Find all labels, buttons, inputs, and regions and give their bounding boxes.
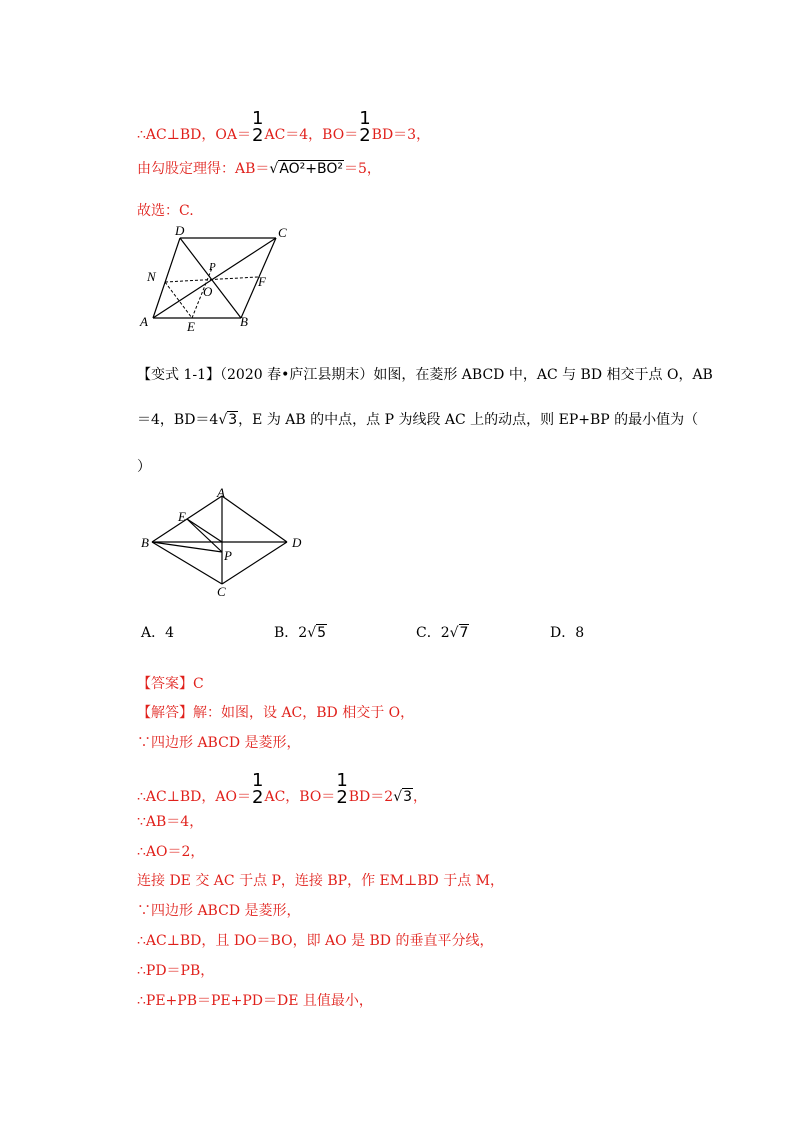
variant-q2-b: ，E 为 AB 的中点，点 P 为线段 AC 上的动点，则 EP+BP 的最小值为（ [238,412,699,428]
sqrt-expression: √AO²+BO² [269,161,344,177]
fig1-label-c: C [278,225,287,240]
solution-line-7: ∵四边形 ABCD 是菱形， [137,903,301,919]
top-line-2 [137,160,381,178]
variant-line-3: ） [137,459,151,475]
top-line-1 [137,108,431,152]
fig2-label-p: P [224,548,232,563]
solution-line-10: ∴PE+PB＝PE+PD＝DE 且值最小， [137,993,373,1009]
variant-line-2 [137,411,698,429]
s3-pre: ∴AC⊥BD，AO＝ [137,789,251,805]
fig2-label-a: A [217,486,225,500]
solution-line-4: ∵AB＝4， [137,814,204,830]
l1-pre: ∴AC⊥BD，OA＝ [137,127,251,143]
fig1-label-e: E [187,319,195,332]
fraction-half: 1 2 [252,770,264,808]
solution-line-9: ∴PD＝PB， [137,963,215,979]
s3-end: ， [413,789,428,805]
fig1-label-d: D [175,223,185,238]
fraction-half: 1 2 [252,108,264,146]
answer-value: C [193,676,204,692]
solution-tag: 【解答】 [137,705,193,721]
solution-line-2: ∵四边形 ABCD 是菱形， [137,735,301,751]
variant-q2-a: ＝4，BD＝4 [137,412,219,428]
fig2-label-c: C [217,584,226,599]
fig1-label-a: A [140,314,148,329]
l2-pre: 由勾股定理得：AB＝ [137,161,270,177]
solution-line-3 [137,770,428,814]
solution-line-8: ∴AC⊥BD，且 DO＝BO，即 AO 是 BD 的垂直平分线， [137,933,494,949]
fig2-label-e: E [178,509,186,524]
s3-mid: AC，BO＝ [264,789,336,805]
option-b[interactable]: B．2√5 [274,625,327,641]
s3-post: BD＝2 [348,789,394,805]
option-d[interactable]: D．8 [550,625,585,641]
sqrt-3: √3 [393,789,413,805]
l1-post: BD＝3， [371,127,431,143]
sqrt-7: √7 [449,625,469,641]
parallelogram-figure [135,222,305,332]
fig1-label-p: P [209,261,216,273]
rhombus-figure [135,486,325,602]
answer-line [137,675,204,693]
fraction-half: 1 2 [359,108,371,146]
fig1-label-f: F [258,274,266,289]
variant-q1: 如图，在菱形 ABCD 中，AC 与 BD 相交于点 O，AB [373,367,713,383]
top-line-3: 故选：C. [137,203,194,219]
l2-post: ＝5， [344,161,381,177]
fraction-half: 1 2 [336,770,348,808]
fig2-label-d: D [292,535,302,550]
l1-mid: AC＝4，BO＝ [264,127,359,143]
fig1-label-n: N [147,269,156,284]
option-a[interactable]: A．4 [141,625,175,641]
sqrt-5: √5 [307,625,327,641]
fig1-label-b: B [240,314,248,329]
fig2-label-b: B [141,535,149,550]
fig1-label-o: O [203,284,213,299]
variant-tag: 【变式 1-1】 [137,367,220,383]
answer-tag: 【答案】 [137,676,193,692]
sqrt-3: √3 [218,412,238,428]
solution-s1: 解：如图，设 AC，BD 相交于 O， [193,705,415,721]
solution-line-5: ∴AO＝2， [137,844,205,860]
solution-line-6: 连接 DE 交 AC 于点 P，连接 BP，作 EM⊥BD 于点 M， [137,873,505,889]
solution-line-1 [137,704,414,722]
variant-source: （2020 春•庐江县期末） [220,367,374,383]
variant-line-1 [137,366,713,384]
option-c[interactable]: C．2√7 [416,625,469,641]
